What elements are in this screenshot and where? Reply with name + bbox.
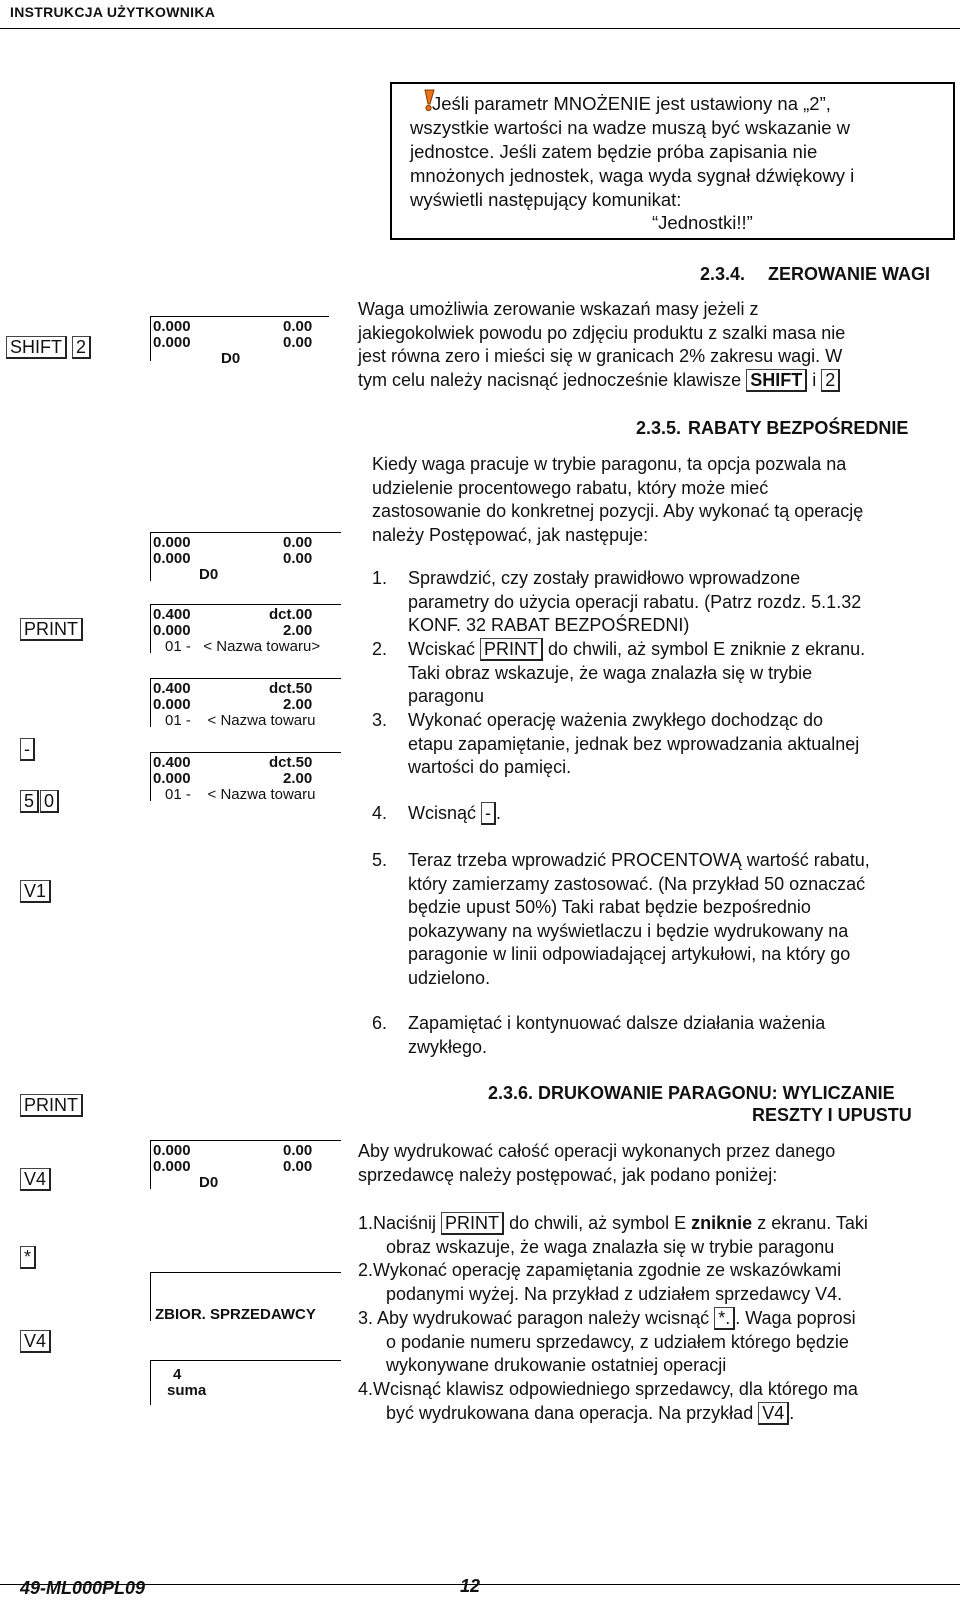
list-line: podanymi wyżej. Na przykład z udziałem sprzedawcy V4.: [386, 1283, 843, 1304]
list-line: Taki obraz wskazuje, że waga znalazła się w trybie: [408, 662, 813, 683]
list-item: [372, 1012, 942, 1059]
note-quote: “Jednostki!!”: [652, 212, 753, 233]
scale-display: [150, 1140, 341, 1189]
list-number: 1.: [372, 568, 388, 588]
list-item: [358, 1259, 943, 1306]
list-item: [372, 802, 942, 826]
v4-key[interactable]: V4: [758, 1402, 789, 1425]
paragraph-text: jest równa zero i mieści się w granicach 2% zakresu wagi.: [358, 346, 821, 366]
paragraph-line: jakiegokolwiek powodu po zdjęciu produktu z szalki masa nie: [358, 322, 846, 343]
list-line: zwykłego.: [408, 1036, 488, 1057]
list-number: 2.: [372, 639, 388, 659]
list-text: .: [496, 803, 502, 823]
print-key[interactable]: PRINT: [20, 618, 83, 641]
list-text: do chwili, aż symbol E zniknie z ekranu.: [548, 639, 866, 659]
scale-display: [150, 532, 341, 581]
list-line: parametry do użycia operacji rabatu. (Patrz rozdz. 5.1.32: [408, 591, 862, 612]
document-code: 49-ML000PL09: [20, 1578, 146, 1598]
scale-display: [150, 604, 341, 653]
list-line: wykonywane drukowanie ostatniej operacji: [386, 1355, 727, 1375]
display-weight: 0.000: [153, 1158, 191, 1175]
display-price: 0.00: [283, 550, 313, 567]
list-item: [372, 567, 942, 638]
note-text: [410, 92, 945, 212]
scale-display: [150, 316, 329, 367]
list-line: [408, 802, 942, 826]
list-line: [358, 1307, 943, 1331]
v4-key[interactable]: V4: [20, 1168, 51, 1191]
v1-key[interactable]: V1: [20, 880, 51, 903]
list-line: będzie upust 50%) Taki rabat będzie bezpośrednio: [408, 897, 811, 917]
display-status: D0: [221, 350, 241, 367]
section-paragraph: [358, 298, 938, 392]
list-text-bold: zniknie: [691, 1213, 753, 1233]
star-key[interactable]: *.: [714, 1307, 735, 1330]
display-price: 0.00: [283, 334, 313, 351]
display-weight: 0.000: [153, 550, 191, 567]
list-item: [372, 709, 942, 780]
display-weight: 0.000: [153, 534, 191, 551]
paragraph-line: Waga umożliwia zerowanie wskazań masy jeżeli z: [358, 299, 759, 319]
note-line: jednostce. Jeśli zatem będzie próba zapisania nie: [410, 141, 818, 162]
note-line: wyświetli następujący komunikat:: [410, 189, 682, 210]
list-line: paragonie w linii odpowiadającej artykułowi, na który go: [408, 944, 851, 964]
minus-key[interactable]: -: [481, 802, 496, 825]
list-line: [358, 1212, 943, 1236]
page-header: INSTRUKCJA UŻYTKOWNIKA: [10, 4, 216, 20]
list-item: [358, 1307, 943, 1378]
list-line: Sprawdzić, czy zostały prawidłowo wprowadzone: [408, 568, 801, 588]
section-number: 2.3.4.: [700, 264, 746, 284]
section-number: 2.3.6.: [488, 1083, 534, 1103]
list-text: .: [789, 1402, 795, 1423]
paragraph-line: [358, 369, 938, 393]
list-line: [408, 638, 942, 662]
list-text: Wcisnąć: [408, 803, 477, 823]
scale-display: [150, 1360, 341, 1405]
display-product: 01 - < Nazwa towaru>: [165, 638, 321, 655]
list-line: Zapamiętać i kontynuować dalsze działania ważenia: [408, 1013, 826, 1033]
section-title: DRUKOWANIE PARAGONU: WYLICZANIE: [538, 1083, 895, 1103]
display-status: D0: [199, 1174, 219, 1191]
display-discount: dct.50: [269, 754, 313, 771]
paragraph-text: W: [825, 346, 843, 366]
key-2[interactable]: 2: [821, 369, 840, 392]
list-line: paragonu: [408, 686, 485, 706]
minus-key[interactable]: -: [20, 738, 35, 761]
key-2[interactable]: 2: [72, 336, 91, 359]
paragraph-text: i: [812, 369, 817, 390]
page-number: 12: [460, 1576, 481, 1596]
display-weight: 0.000: [153, 622, 191, 639]
list-text: z ekranu. Taki: [757, 1213, 868, 1233]
list-item: [372, 849, 942, 990]
list-text: 1.Naciśnij: [358, 1213, 437, 1233]
key-sequence: [6, 336, 91, 359]
list-number: 6.: [372, 1013, 388, 1033]
list-number: 5.: [372, 850, 388, 870]
display-weight: 0.000: [153, 318, 191, 335]
paragraph-line: należy Postępować, jak następuje:: [372, 524, 649, 545]
display-weight: 0.000: [153, 1142, 191, 1159]
scale-display: [150, 752, 341, 801]
display-weight: 0.400: [153, 680, 191, 697]
display-product: 01 - < Nazwa towaru: [165, 786, 316, 803]
list-line: który zamierzamy zastosować. (Na przykład 50 oznaczać: [408, 873, 866, 894]
display-status: D0: [199, 566, 219, 583]
display-price: 0.00: [283, 534, 313, 551]
display-weight: 0.400: [153, 754, 191, 771]
list-line: pokazywany na wyświetlaczu i będzie wydrukowany na: [408, 920, 849, 941]
shift-key[interactable]: SHIFT: [6, 336, 67, 359]
list-line: 4.Wcisnąć klawisz odpowiedniego sprzedawcy, dla którego ma: [358, 1379, 858, 1399]
paragraph-line: udzielenie procentowego rabatu, który może mieć: [372, 477, 769, 498]
display-price: 2.00: [283, 696, 313, 713]
display-price: 0.00: [283, 1158, 313, 1175]
list-text: do chwili, aż symbol E: [509, 1213, 687, 1233]
key-5[interactable]: 5: [20, 790, 39, 813]
display-weight: 0.400: [153, 606, 191, 623]
scale-display: [150, 678, 341, 727]
section-title-line2: RESZTY I UPUSTU: [752, 1105, 912, 1125]
list-line: KONF. 32 RABAT BEZPOŚREDNI): [408, 615, 690, 635]
list-item: [358, 1212, 943, 1259]
list-line: Wykonać operację ważenia zwykłego dochodząc do: [408, 710, 824, 730]
list-text: 3. Aby wydrukować paragon należy wcisnąć: [358, 1308, 710, 1328]
display-weight: 0.000: [153, 770, 191, 787]
section-number: 2.3.5.: [636, 418, 682, 438]
scale-display: [150, 1272, 341, 1321]
star-key[interactable]: *: [20, 1246, 36, 1269]
list-line: o podanie numeru sprzedawcy, z udziałem którego będzie: [386, 1331, 849, 1352]
list-line: obraz wskazuje, że waga znalazła się w trybie paragonu: [386, 1236, 835, 1257]
paragraph-line: zastosowanie do konkretnej pozycji. Aby wykonać tą operację: [372, 501, 864, 521]
display-price: 0.00: [283, 1142, 313, 1159]
list-item: [372, 638, 942, 709]
display-message: ZBIOR. SPRZEDAWCY: [155, 1306, 316, 1323]
section-intro: [358, 1140, 938, 1187]
shift-key[interactable]: SHIFT: [746, 369, 807, 392]
paragraph-line: Kiedy waga pracuje w trybie paragonu, ta opcja pozwala na: [372, 454, 847, 474]
print-key[interactable]: PRINT: [441, 1212, 504, 1235]
print-key[interactable]: PRINT: [480, 638, 543, 661]
list-text: być wydrukowana dana operacja. Na przykład: [386, 1402, 754, 1423]
list-line: [358, 1402, 948, 1426]
display-message: suma: [167, 1382, 207, 1399]
note-line: mnożonych jednostek, waga wyda sygnał dźwiękowy i: [410, 165, 855, 186]
display-price: 0.00: [283, 318, 313, 335]
paragraph-text: tym celu należy nacisnąć jednocześnie klawisze: [358, 369, 742, 390]
key-0[interactable]: 0: [40, 790, 59, 813]
list-number: 4.: [372, 803, 388, 823]
display-weight: 0.000: [153, 696, 191, 713]
display-weight: 0.000: [153, 334, 191, 351]
list-text: Wciskać: [408, 639, 475, 659]
paragraph-line: Aby wydrukować całość operacji wykonanych przez danego: [358, 1141, 836, 1161]
section-title: ZEROWANIE WAGI: [768, 264, 930, 284]
paragraph-line: [358, 345, 938, 369]
display-product: 01 - < Nazwa towaru: [165, 712, 316, 729]
section-intro: [372, 453, 942, 547]
display-discount: dct.50: [269, 680, 313, 697]
note-line: Jeśli parametr MNOŻENIE jest ustawiony na „2”,: [432, 93, 831, 114]
print-key[interactable]: PRINT: [20, 1094, 83, 1117]
section-title: RABATY BEZPOŚREDNIE: [688, 418, 909, 438]
list-line: 2.Wykonać operację zapamiętania zgodnie ze wskazówkami: [358, 1260, 842, 1280]
display-discount: dct.00: [269, 606, 313, 623]
v4-key[interactable]: V4: [20, 1330, 51, 1353]
list-text: . Waga poprosi: [735, 1308, 856, 1328]
list-line: udzielono.: [408, 967, 491, 988]
list-item: [358, 1378, 948, 1425]
list-line: Teraz trzeba wprowadzić PROCENTOWĄ wartość rabatu,: [408, 850, 870, 870]
list-line: wartości do pamięci.: [408, 757, 572, 777]
paragraph-line: sprzedawcę należy postępować, jak podano poniżej:: [358, 1164, 778, 1185]
display-seller-number: 4: [173, 1366, 182, 1383]
display-price: 2.00: [283, 622, 313, 639]
display-price: 2.00: [283, 770, 313, 787]
list-line: etapu zapamiętanie, jednak bez wprowadzania aktualnej: [408, 733, 860, 754]
list-number: 3.: [372, 710, 388, 730]
header-divider: [0, 28, 960, 29]
note-line: wszystkie wartości na wadze muszą być wskazanie w: [410, 117, 851, 138]
